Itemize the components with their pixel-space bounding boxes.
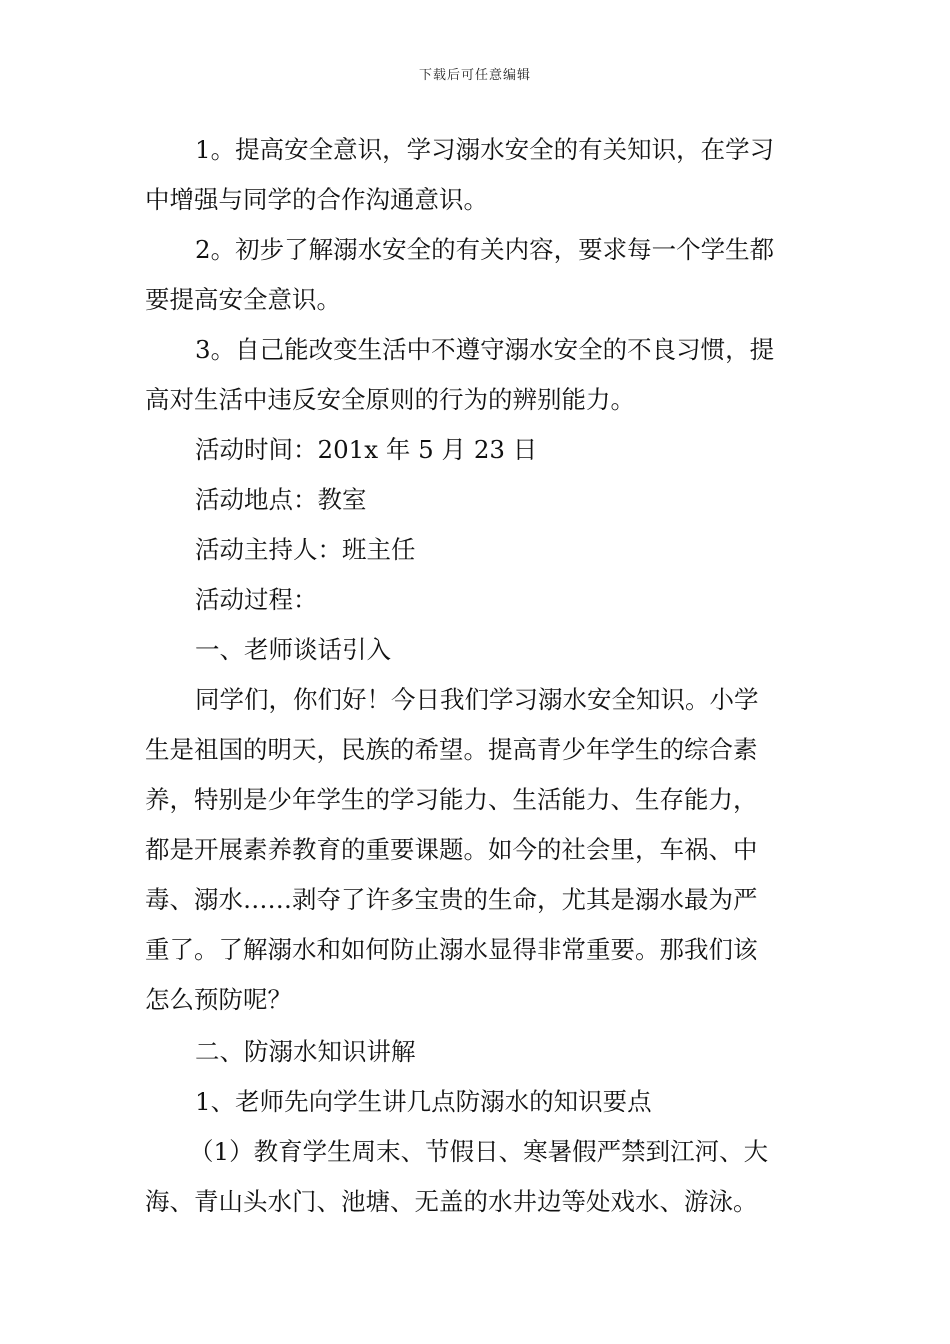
paragraph-line: 中增强与同学的合作沟通意识。 [145, 185, 488, 214]
page-header-note: 下载后可任意编辑 [418, 68, 531, 83]
list-item-heading: 1、老师先向学生讲几点防溺水的知识要点 [195, 1087, 652, 1116]
paragraph-line: （1）教育学生周末、节假日、寒暑假严禁到江河、大 [189, 1137, 769, 1166]
paragraph-line: 养，特别是少年学生的学习能力、生活能力、生存能力， [145, 785, 758, 814]
paragraph-line: 同学们，你们好！今日我们学习溺水安全知识。小学 [195, 685, 759, 714]
document-body [145, 125, 810, 1227]
paragraph-line: 都是开展素养教育的重要课题。如今的社会里，车祸、中 [145, 835, 758, 864]
section-heading-1: 一、老师谈话引入 [195, 635, 391, 664]
activity-host: 活动主持人：班主任 [195, 535, 416, 564]
paragraph-line: 怎么预防呢？ [145, 985, 292, 1014]
paragraph-line: 高对生活中违反安全原则的行为的辨别能力。 [145, 385, 635, 414]
activity-location: 活动地点：教室 [195, 485, 367, 514]
paragraph-line: 毒、溺水……剥夺了许多宝贵的生命，尤其是溺水最为严 [145, 885, 758, 914]
paragraph-line: 2。初步了解溺水安全的有关内容，要求每一个学生都 [195, 235, 775, 264]
activity-time: 活动时间：201x 年 5 月 23 日 [195, 435, 538, 464]
paragraph-line: 生是祖国的明天，民族的希望。提高青少年学生的综合素 [145, 735, 758, 764]
paragraph-line: 重了。了解溺水和如何防止溺水显得非常重要。那我们该 [145, 935, 758, 964]
paragraph-line: 3。自己能改变生活中不遵守溺水安全的不良习惯，提 [195, 335, 775, 364]
paragraph-line: 1。提高安全意识，学习溺水安全的有关知识，在学习 [195, 135, 775, 164]
paragraph-line: 海、青山头水门、池塘、无盖的水井边等处戏水、游泳。 [145, 1187, 758, 1216]
paragraph-line: 要提高安全意识。 [145, 285, 341, 314]
activity-process-heading: 活动过程： [195, 585, 318, 614]
section-heading-2: 二、防溺水知识讲解 [195, 1037, 416, 1066]
